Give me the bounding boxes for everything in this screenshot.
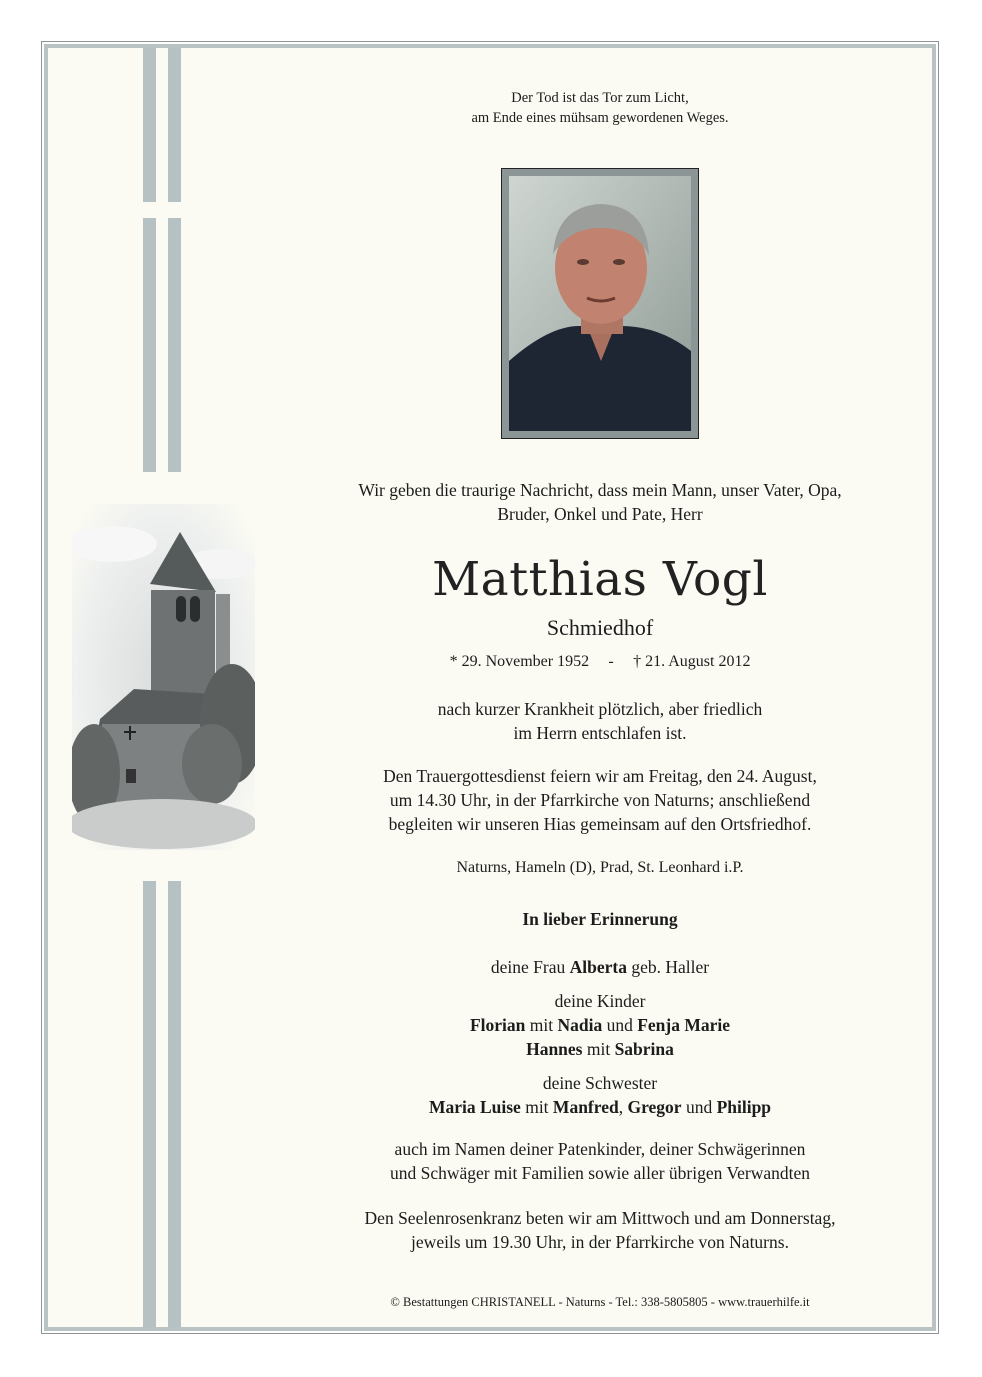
text: deine Frau <box>490 957 570 977</box>
stripe-left-top-lower <box>143 218 156 472</box>
text: und <box>681 1097 717 1117</box>
child-line <box>300 1037 900 1061</box>
sister-line <box>300 1095 900 1119</box>
text: und <box>602 1015 638 1035</box>
children-label: deine Kinder <box>554 991 646 1011</box>
deceased-name: Matthias Vogl <box>432 552 768 607</box>
memory-heading: In lieber Erinnerung <box>522 909 678 929</box>
child-name: Hannes <box>526 1039 583 1059</box>
service-line: Den Trauergottesdienst feiern wir am Freitag, den 24. August, <box>383 766 817 786</box>
intro-line: Bruder, Onkel und Pate, Herr <box>497 504 703 524</box>
text: mit <box>520 1097 553 1117</box>
passing-line: nach kurzer Krankheit plötzlich, aber friedlich <box>437 699 763 719</box>
grandchild-name: Fenja Marie <box>637 1015 731 1035</box>
rosary-line: Den Seelenrosenkranz beten wir am Mittwoch und am Donnerstag, <box>364 1208 836 1228</box>
family-name: Manfred <box>552 1097 619 1117</box>
sister-name: Maria Luise <box>428 1097 521 1117</box>
partner-name: Sabrina <box>614 1039 674 1059</box>
church-image <box>72 504 255 850</box>
farm-name: Schmiedhof <box>546 615 654 640</box>
quote-line: am Ende eines mühsam gewordenen Weges. <box>471 110 729 126</box>
family-name: Gregor <box>627 1097 682 1117</box>
stripe-left-bottom <box>143 881 156 1327</box>
partner-name: Nadia <box>557 1015 603 1035</box>
wife-name: Alberta <box>569 957 627 977</box>
godchildren-text <box>300 1137 900 1185</box>
intro-line: Wir geben die traurige Nachricht, dass mein Mann, unser Vater, Opa, <box>358 480 842 500</box>
family-name: Philipp <box>716 1097 772 1117</box>
passing-line: im Herrn entschlafen ist. <box>513 723 687 743</box>
stripe-right-top-lower <box>168 218 181 472</box>
godchildren-line: und Schwäger mit Familien sowie aller übrigen Verwandten <box>389 1163 811 1183</box>
godchildren-line: auch im Namen deiner Patenkinder, deiner Schwägerinnen <box>394 1139 806 1159</box>
quote-line: Der Tod ist das Tor zum Licht, <box>511 90 689 106</box>
text: , <box>618 1097 628 1117</box>
birth-date: * 29. November 1952 <box>449 653 590 670</box>
portrait-frame <box>501 168 699 439</box>
passing-text <box>300 697 900 745</box>
funeral-service-text <box>300 764 900 836</box>
sister-label: deine Schwester <box>542 1073 658 1093</box>
service-line: um 14.30 Uhr, in der Pfarrkirche von Naturns; anschließend <box>389 790 811 810</box>
stripe-left-top-upper <box>143 48 156 202</box>
rosary-text <box>300 1206 900 1254</box>
announcement-intro <box>300 478 900 526</box>
rosary-line: jeweils um 19.30 Uhr, in der Pfarrkirche von Naturns. <box>411 1232 789 1252</box>
mourner-children <box>300 989 900 1061</box>
stripe-right-top-upper <box>168 48 181 202</box>
mourner-sister <box>300 1071 900 1119</box>
stripe-right-bottom <box>168 881 181 1327</box>
footer-credit: © Bestattungen CHRISTANELL - Naturns - Tel.: 338-5805805 - www.trauerhilfe.it <box>390 1295 810 1309</box>
death-date: † 21. August 2012 <box>633 653 751 670</box>
date-separator: - <box>608 653 614 670</box>
child-line <box>300 1013 900 1037</box>
opening-quote <box>300 88 900 128</box>
service-line: begleiten wir unseren Hias gemeinsam auf den Ortsfriedhof. <box>388 814 812 834</box>
places-list: Naturns, Hameln (D), Prad, St. Leonhard i.P. <box>456 859 744 876</box>
life-dates <box>300 651 900 673</box>
text: geb. Haller <box>626 957 710 977</box>
text: mit <box>525 1015 558 1035</box>
child-name: Florian <box>469 1015 526 1035</box>
text: mit <box>582 1039 615 1059</box>
portrait-photo <box>509 176 691 431</box>
mourner-wife <box>300 955 900 979</box>
